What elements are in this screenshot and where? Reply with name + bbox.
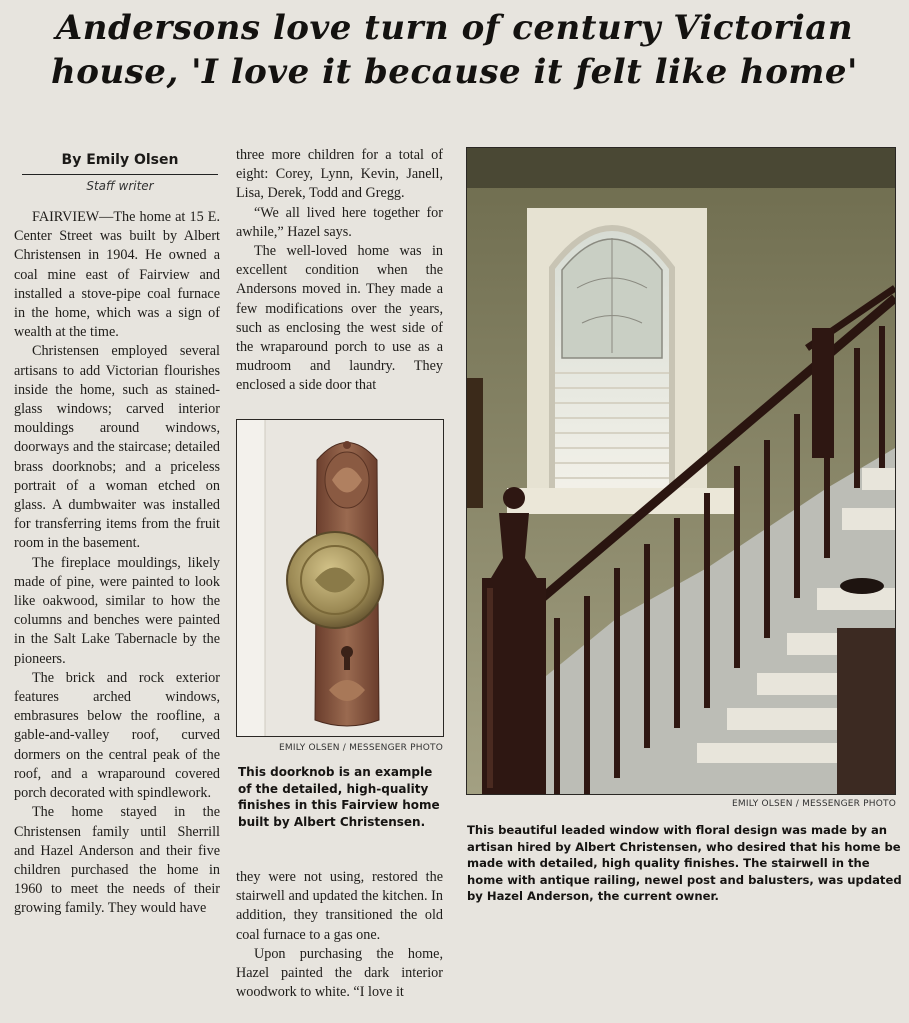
doorknob-photo-credit: EMILY OLSEN / MESSENGER PHOTO [279, 743, 443, 753]
paragraph: FAIRVIEW—The home at 15 E. Center Street was built by Albert Christensen in 1904. He owned a coal mine east of Fairview and installed a stove-pipe coal furnace in the home, which was a sign of wealth at the time. [14, 209, 220, 341]
paragraph: Christensen employed several artisans to add Victorian flourishes inside the home, such as stained-glass windows; carved interior mouldings around windows, doorways and the staircase; detailed brass doorknobs; and a priceless portrait of a woman etched on glass. A dumbwaiter was installed for transferring items from the fruit room in the basement. [14, 343, 220, 552]
paragraph: Upon purchasing the home, Hazel painted the dark interior woodwork to white. “I love it [236, 945, 443, 1001]
doorknob-illustration [237, 420, 443, 736]
staircase-photo [466, 147, 896, 795]
staircase-photo-caption: This beautiful leaded window with floral design was made by an artisan hired by Albert Christensen, who desired that his home be made with detailed, high quality finishes. The stairwell in the home with antique railing, newel post and balusters, was updated by Hazel Anderson, the current owner. [467, 823, 902, 903]
paragraph: “We all lived here together for awhile,” Hazel says. [236, 204, 443, 240]
paragraph: The fireplace mouldings, likely made of pine, were painted to look like oakwood, similar to how the columns and benches were painted in the Salt Lake Tabernacle by the pioneers. [14, 554, 220, 667]
article-column-2-bottom [236, 868, 443, 1002]
article-column-1 [14, 208, 220, 919]
doorknob-photo [236, 419, 444, 737]
staircase-illustration [467, 148, 895, 794]
byline-name: By Emily Olsen [22, 152, 218, 175]
byline [22, 152, 218, 193]
paragraph: The home stayed in the Christensen family until Sherrill and Hazel Anderson and their five children purchased the home in 1960 to meet the needs of their growing family. They would have [14, 804, 220, 917]
article-column-2-top [236, 146, 443, 396]
staircase-photo-credit: EMILY OLSEN / MESSENGER PHOTO [732, 799, 896, 809]
paragraph: The well-loved home was in excellent condition when the Andersons moved in. They made a few modifications over the years, such as enclosing the west side of the wraparound porch to use as a mudroom and laundry. They enclosed a side door that [236, 243, 443, 394]
paragraph: The brick and rock exterior features arched windows, embrasures below the roofline, a gable-and-valley roof, curved dormers on the central peak of the roof, and a wraparound covered porch decorated with spindlework. [14, 669, 220, 802]
headline-line-2: house, 'I love it because it felt like home' [51, 52, 858, 92]
paragraph: they were not using, restored the stairwell and updated the kitchen. In addition, they transitioned the old coal furnace to a gas one. [236, 869, 443, 943]
headline-line-1: Andersons love turn of century Victorian [55, 8, 854, 48]
paragraph: three more children for a total of eight: Corey, Lynn, Kevin, Janell, Lisa, Derek, Todd and Gregg. [236, 147, 443, 202]
byline-title: Staff writer [86, 179, 154, 193]
doorknob-photo-caption: This doorknob is an example of the detailed, high-quality finishes in this Fairview home built by Albert Christensen. [238, 765, 440, 829]
headline [0, 6, 909, 94]
